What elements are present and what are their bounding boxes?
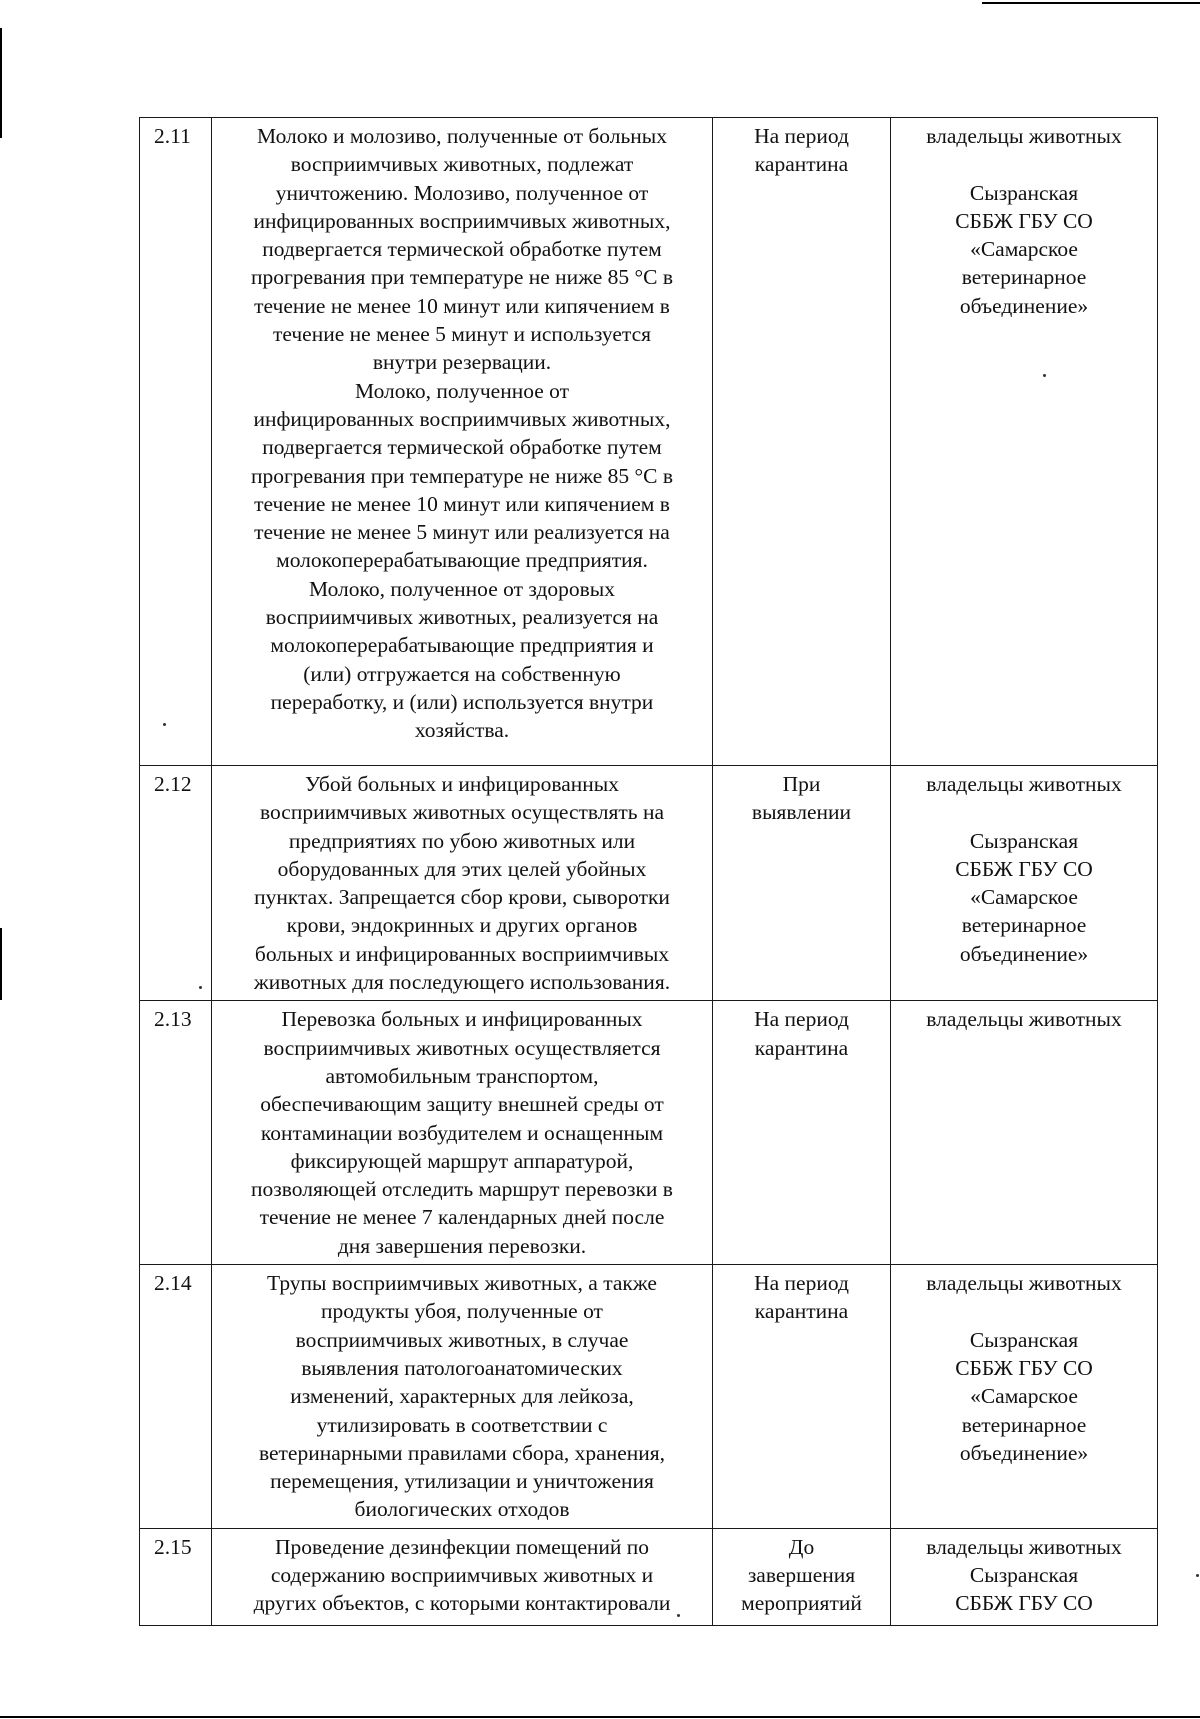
table-row: [140, 1265, 1158, 1529]
row-term: При выявлении: [713, 766, 891, 1001]
table-row: [140, 1001, 1158, 1265]
row-number: 2.13: [140, 1001, 212, 1265]
scan-edge-line-left-mid: [0, 928, 2, 1000]
row-number: 2.15: [140, 1528, 212, 1625]
table-row: [140, 118, 1158, 766]
scan-edge-line-bottom: [0, 1716, 1200, 1718]
row-responsible: владельцы животных: [891, 1001, 1158, 1265]
row-responsible: владельцы животных Сызранская СББЖ ГБУ СО «Самарское ветеринарное объединение»: [891, 766, 1158, 1001]
row-responsible: владельцы животных Сызранская СББЖ ГБУ СО «Самарское ветеринарное объединение»: [891, 118, 1158, 766]
row-number: 2.11: [140, 118, 212, 766]
stray-dot: [1196, 1574, 1199, 1577]
row-number: 2.12: [140, 766, 212, 1001]
row-action-text: Молоко и молозиво, полученные от больных восприимчивых животных, подлежат уничтожению. Молозиво, полученное от инфицированных восприимчивых животных, подвергается термической обработке путем прогревания при температуре не ниже 85 °С в течение не менее 10 минут или кипячением в течение не менее 5 минут и используется внутри резервации. Молоко, полученное от инфицированных восприимчивых животных, подвергается термической обработке путем прогревания при температуре не ниже 85 °С в течение не менее 10 минут или кипячением в течение не менее 5 минут или реализуется на молокоперерабатывающие предприятия. Молоко, полученное от здоровых восприимчивых животных, реализуется на молокоперерабатывающие предприятия и (или) отгружается на собственную переработку, и (или) используется внутри хозяйства.: [212, 118, 713, 766]
row-action-text: Убой больных и инфицированных восприимчивых животных осуществлять на предприятиях по убою животных или оборудованных для этих целей убойных пунктах. Запрещается сбор крови, сыворотки крови, эндокринных и других органов больных и инфицированных восприимчивых животных для последующего использования.: [212, 766, 713, 1001]
row-term: На период карантина: [713, 1001, 891, 1265]
table-row: [140, 766, 1158, 1001]
measures-table: [139, 117, 1158, 1626]
row-action-text: Трупы восприимчивых животных, а также продукты убоя, полученные от восприимчивых животных, в случае выявления патологоанатомических изменений, характерных для лейкоза, утилизировать в соответствии с ветеринарными правилами сбора, хранения, перемещения, утилизации и уничтожения биологических отходов: [212, 1265, 713, 1529]
row-responsible: владельцы животных Сызранская СББЖ ГБУ СО «Самарское ветеринарное объединение»: [891, 1265, 1158, 1529]
row-responsible: владельцы животных Сызранская СББЖ ГБУ СО: [891, 1528, 1158, 1625]
row-action-text: Перевозка больных и инфицированных восприимчивых животных осуществляется автомобильным транспортом, обеспечивающим защиту внешней среды от контаминации возбудителем и оснащенным фиксирующей маршрут аппаратурой, позволяющей отследить маршрут перевозки в течение не менее 7 календарных дней после дня завершения перевозки.: [212, 1001, 713, 1265]
row-term: До завершения мероприятий: [713, 1528, 891, 1625]
row-term: На период карантина: [713, 118, 891, 766]
scan-edge-line-left-top: [0, 28, 2, 138]
row-number: 2.14: [140, 1265, 212, 1529]
row-term: На период карантина: [713, 1265, 891, 1529]
row-action-text: Проведение дезинфекции помещений по содержанию восприимчивых животных и других объектов, с которыми контактировали: [212, 1528, 713, 1625]
scan-edge-line-top: [982, 2, 1200, 4]
table-row: [140, 1528, 1158, 1625]
